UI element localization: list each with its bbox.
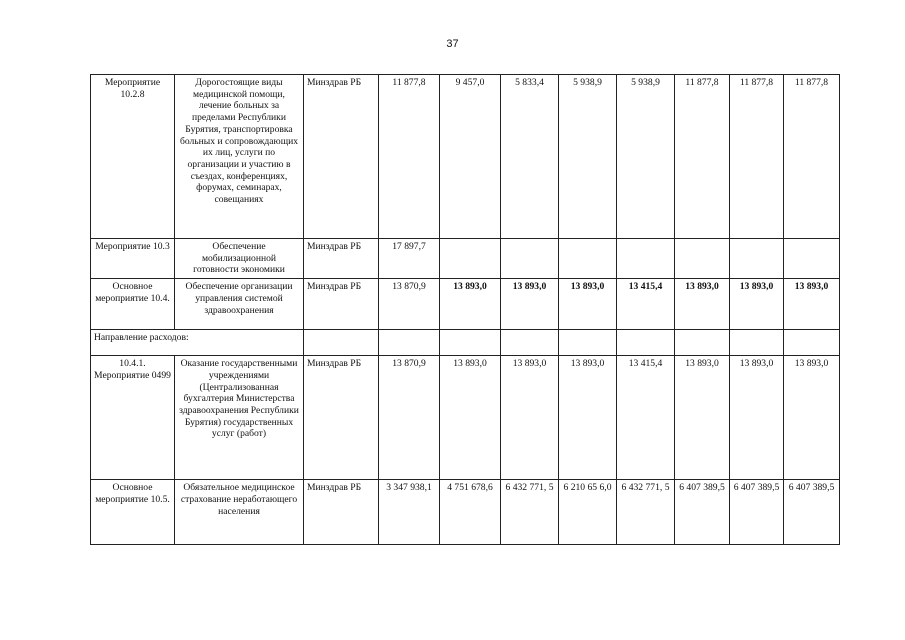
agency-cell: Минздрав РБ [304,480,379,545]
value-cell: 5 938,9 [617,75,675,239]
value-cell: 11 877,8 [730,75,784,239]
activity-description-cell: Обеспечение организации управления системой здравоохранения [175,279,304,330]
empty-cell [379,330,440,356]
agency-cell: Минздрав РБ [304,239,379,279]
empty-cell [617,330,675,356]
activity-code-cell: Основное мероприятие 10.5. [91,480,175,545]
value-cell: 13 893,0 [675,279,730,330]
value-cell: 13 893,0 [440,279,501,330]
value-cell: 13 893,0 [784,279,840,330]
expense-direction-label: Направление расходов: [91,330,304,356]
value-cell: 13 870,9 [379,356,440,480]
value-cell [617,239,675,279]
value-cell: 11 877,8 [379,75,440,239]
empty-cell [730,330,784,356]
activity-description-cell: Оказание государственными учреждениями (Централизованная бухгалтерия Министерства здравоохранения Республики Бурятия) государственных услуг (работ) [175,356,304,480]
value-cell: 13 893,0 [784,356,840,480]
value-cell: 13 893,0 [501,279,559,330]
agency-cell: Минздрав РБ [304,279,379,330]
value-cell: 13 893,0 [559,356,617,480]
value-cell: 5 938,9 [559,75,617,239]
value-cell: 11 877,8 [784,75,840,239]
table-row [91,356,840,480]
value-cell: 13 893,0 [730,356,784,480]
empty-cell [501,330,559,356]
value-cell: 13 893,0 [559,279,617,330]
table-row [91,279,840,330]
activity-description-cell: Дорогостоящие виды медицинской помощи, лечение больных за пределами Республики Бурятия, транспортировка больных и сопровождающих их лиц, услуги по организации и участию в съездах, конференциях, форумах, семинарах, совещаниях [175,75,304,239]
value-cell: 13 893,0 [440,356,501,480]
agency-cell: Минздрав РБ [304,75,379,239]
value-cell: 6 407 389,5 [784,480,840,545]
value-cell: 9 457,0 [440,75,501,239]
table-row [91,239,840,279]
activity-description-cell: Обязательное медицинское страхование неработающего населения [175,480,304,545]
value-cell: 6 407 389,5 [730,480,784,545]
value-cell: 6 432 771, 5 [501,480,559,545]
value-cell: 6 432 771, 5 [617,480,675,545]
value-cell: 17 897,7 [379,239,440,279]
empty-cell [675,330,730,356]
empty-cell [440,330,501,356]
budget-table [90,74,840,545]
value-cell [730,239,784,279]
table-row [91,480,840,545]
value-cell: 13 415,4 [617,279,675,330]
value-cell: 13 893,0 [730,279,784,330]
empty-cell [304,330,379,356]
page-number: 37 [446,38,459,50]
value-cell: 3 347 938,1 [379,480,440,545]
value-cell: 13 893,0 [501,356,559,480]
activity-code-cell: Мероприятие 10.3 [91,239,175,279]
value-cell: 13 870,9 [379,279,440,330]
table-row [91,330,840,356]
activity-code-cell: 10.4.1. Мероприятие 0499 [91,356,175,480]
agency-cell: Минздрав РБ [304,356,379,480]
activity-code-cell: Основное мероприятие 10.4. [91,279,175,330]
activity-description-cell: Обеспечение мобилизационной готовности экономики [175,239,304,279]
value-cell: 11 877,8 [675,75,730,239]
value-cell: 13 893,0 [675,356,730,480]
value-cell [675,239,730,279]
value-cell [784,239,840,279]
table-row [91,75,840,239]
activity-code-cell: Мероприятие 10.2.8 [91,75,175,239]
value-cell [501,239,559,279]
value-cell: 13 415,4 [617,356,675,480]
value-cell: 6 407 389,5 [675,480,730,545]
value-cell: 5 833,4 [501,75,559,239]
empty-cell [784,330,840,356]
empty-cell [559,330,617,356]
value-cell: 6 210 65 6,0 [559,480,617,545]
value-cell: 4 751 678,6 [440,480,501,545]
value-cell [440,239,501,279]
value-cell [559,239,617,279]
